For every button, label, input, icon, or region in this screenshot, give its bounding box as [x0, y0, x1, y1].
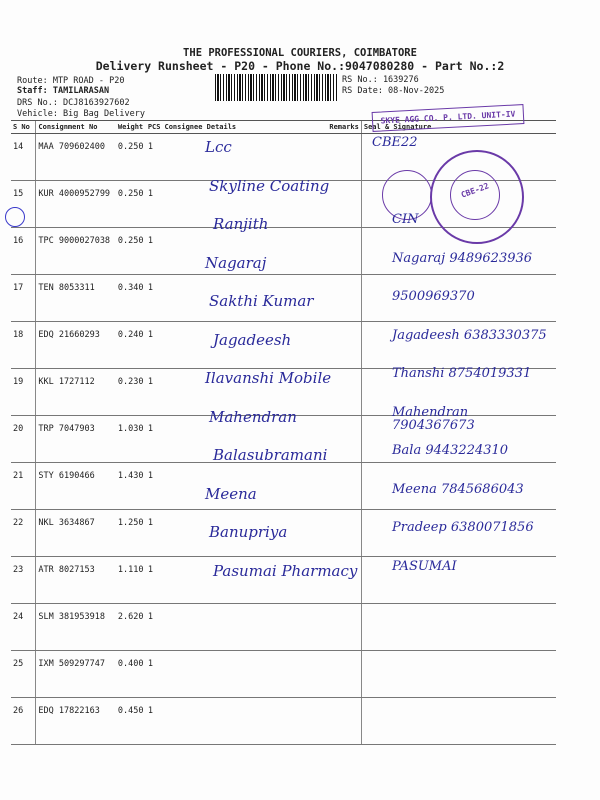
cell-pcs: 1 — [146, 510, 163, 557]
cell-consignee — [163, 604, 328, 651]
col-consignee: Consignee Details — [163, 121, 328, 134]
cell-weight: 0.240 — [116, 322, 146, 369]
cell-consignment: TEN 8053311 — [36, 275, 116, 322]
cell-sno: 24 — [11, 604, 36, 651]
cell-remarks — [327, 651, 361, 698]
cell-consignment: EDQ 17822163 — [36, 698, 116, 745]
cell-pcs: 1 — [146, 557, 163, 604]
handwritten-consignee: Skyline Coating — [209, 176, 330, 195]
cell-consignee — [163, 134, 328, 181]
handwritten-signature: CIN — [392, 212, 419, 227]
cell-remarks — [327, 416, 361, 463]
cell-pcs: 1 — [146, 369, 163, 416]
cell-sno: 25 — [11, 651, 36, 698]
cell-weight: 0.250 — [116, 228, 146, 275]
cell-weight: 1.250 — [116, 510, 146, 557]
handwritten-signature: Mahendran 7904367673 — [392, 404, 475, 433]
cell-consignment: ATR 8027153 — [36, 557, 116, 604]
cell-weight: 2.620 — [116, 604, 146, 651]
handwritten-consignee: Lcc — [205, 138, 232, 156]
cell-sno: 16 — [11, 228, 36, 275]
round-seal-label: CBE-22 — [459, 181, 491, 200]
handwritten-consignee: Banupriya — [209, 523, 288, 541]
handwritten-signature: PASUMAI — [392, 558, 457, 574]
cell-consignment: SLM 381953918 — [36, 604, 116, 651]
cell-consignment: KKL 1727112 — [36, 369, 116, 416]
cell-weight: 0.340 — [116, 275, 146, 322]
cell-sno: 17 — [11, 275, 36, 322]
cell-weight: 0.400 — [116, 651, 146, 698]
cell-pcs: 1 — [146, 322, 163, 369]
handwritten-signature: Jagadeesh 6383330375 — [392, 327, 547, 343]
cell-pcs: 1 — [146, 651, 163, 698]
cell-remarks — [327, 275, 361, 322]
cell-consignment: IXM 509297747 — [36, 651, 116, 698]
table-row — [11, 698, 556, 745]
cell-weight: 0.230 — [116, 369, 146, 416]
col-sno: S No — [11, 121, 36, 134]
cell-sno: 15 — [11, 181, 36, 228]
cell-signature — [361, 698, 556, 745]
cell-weight: 1.110 — [116, 557, 146, 604]
cell-sno: 14 — [11, 134, 36, 181]
cell-pcs: 1 — [146, 181, 163, 228]
handwritten-signature: CBE22 — [372, 135, 418, 150]
cell-sno: 23 — [11, 557, 36, 604]
cell-consignment: TRP 7047903 — [36, 416, 116, 463]
handwritten-signature: Bala 9443224310 — [392, 443, 509, 458]
rs-date: RS Date: 08-Nov-2025 — [342, 86, 445, 96]
handwritten-signature: Thanshi 8754019331 — [392, 366, 532, 381]
handwritten-consignee: Sakthi Kumar — [209, 292, 314, 310]
cell-sno: 18 — [11, 322, 36, 369]
company-seal: SKYE AGG CO. P. LTD. UNIT-IV — [372, 104, 525, 132]
runsheet-title: Delivery Runsheet - P20 - Phone No.:9047080280 - Part No.:2 — [95, 59, 505, 73]
handwritten-signature: Meena 7845686043 — [392, 481, 524, 497]
cell-pcs: 1 — [146, 134, 163, 181]
cell-remarks — [327, 134, 361, 181]
rs-no: RS No.: 1639276 — [342, 75, 419, 85]
cell-consignment: STY 6190466 — [36, 463, 116, 510]
cell-signature — [361, 604, 556, 651]
vehicle: Vehicle: Big Bag Delivery — [17, 109, 145, 119]
cell-weight: 0.250 — [116, 181, 146, 228]
cell-remarks — [327, 322, 361, 369]
cell-sno: 22 — [11, 510, 36, 557]
cell-consignment: EDQ 21660293 — [36, 322, 116, 369]
handwritten-consignee: Ranjith — [213, 215, 269, 233]
circled-mark — [5, 207, 25, 227]
cell-remarks — [327, 228, 361, 275]
cell-weight: 0.250 — [116, 134, 146, 181]
cell-pcs: 1 — [146, 275, 163, 322]
handwritten-signature: Nagaraj 9489623936 — [392, 250, 533, 266]
handwritten-signature: Pradeep 6380071856 — [392, 520, 534, 535]
cell-consignee — [163, 698, 328, 745]
col-weight: Weight — [116, 121, 146, 134]
barcode — [215, 74, 338, 101]
cell-consignment: MAA 709602400 — [36, 134, 116, 181]
col-remarks: Remarks — [327, 121, 361, 134]
cell-sno: 21 — [11, 463, 36, 510]
cell-pcs: 1 — [146, 463, 163, 510]
company-title: THE PROFESSIONAL COURIERS, COIMBATORE — [183, 47, 417, 59]
handwritten-consignee: Nagaraj — [205, 253, 267, 272]
handwritten-consignee: Jagadeesh — [213, 330, 292, 349]
col-pcs: PCS — [146, 121, 163, 134]
cell-remarks — [327, 369, 361, 416]
table-row — [11, 604, 556, 651]
cell-weight: 0.450 — [116, 698, 146, 745]
cell-pcs: 1 — [146, 604, 163, 651]
cell-consignee — [163, 651, 328, 698]
staff: Staff: TAMILARASAN — [17, 86, 110, 96]
cell-sno: 20 — [11, 416, 36, 463]
handwritten-consignee: Ilavanshi Mobile — [205, 369, 332, 387]
cell-remarks — [327, 510, 361, 557]
cell-pcs: 1 — [146, 698, 163, 745]
drs-no: DRS No.: DCJ8163927602 — [17, 98, 130, 108]
route: Route: MTP ROAD - P20 — [17, 76, 125, 86]
cell-remarks — [327, 463, 361, 510]
cell-pcs: 1 — [146, 416, 163, 463]
col-signature: Seal & Signature — [361, 121, 556, 134]
cell-consignment: TPC 9000027038 — [36, 228, 116, 275]
col-consignment: Consignment No — [36, 121, 116, 134]
cell-weight: 1.430 — [116, 463, 146, 510]
handwritten-consignee: Mahendran — [209, 407, 297, 426]
handwritten-consignee: Pasumai Pharmacy — [213, 561, 358, 580]
cell-remarks — [327, 698, 361, 745]
cell-weight: 1.030 — [116, 416, 146, 463]
handwritten-consignee: Balasubramani — [213, 446, 328, 464]
table-row — [11, 651, 556, 698]
cell-remarks — [327, 181, 361, 228]
handwritten-signature: 9500969370 — [392, 289, 475, 304]
cell-signature — [361, 651, 556, 698]
cell-sno: 19 — [11, 369, 36, 416]
cell-remarks — [327, 604, 361, 651]
cell-sno: 26 — [11, 698, 36, 745]
cell-consignment: KUR 4000952799 — [36, 181, 116, 228]
handwritten-consignee: Meena — [205, 484, 257, 503]
cell-pcs: 1 — [146, 228, 163, 275]
cell-consignment: NKL 3634867 — [36, 510, 116, 557]
